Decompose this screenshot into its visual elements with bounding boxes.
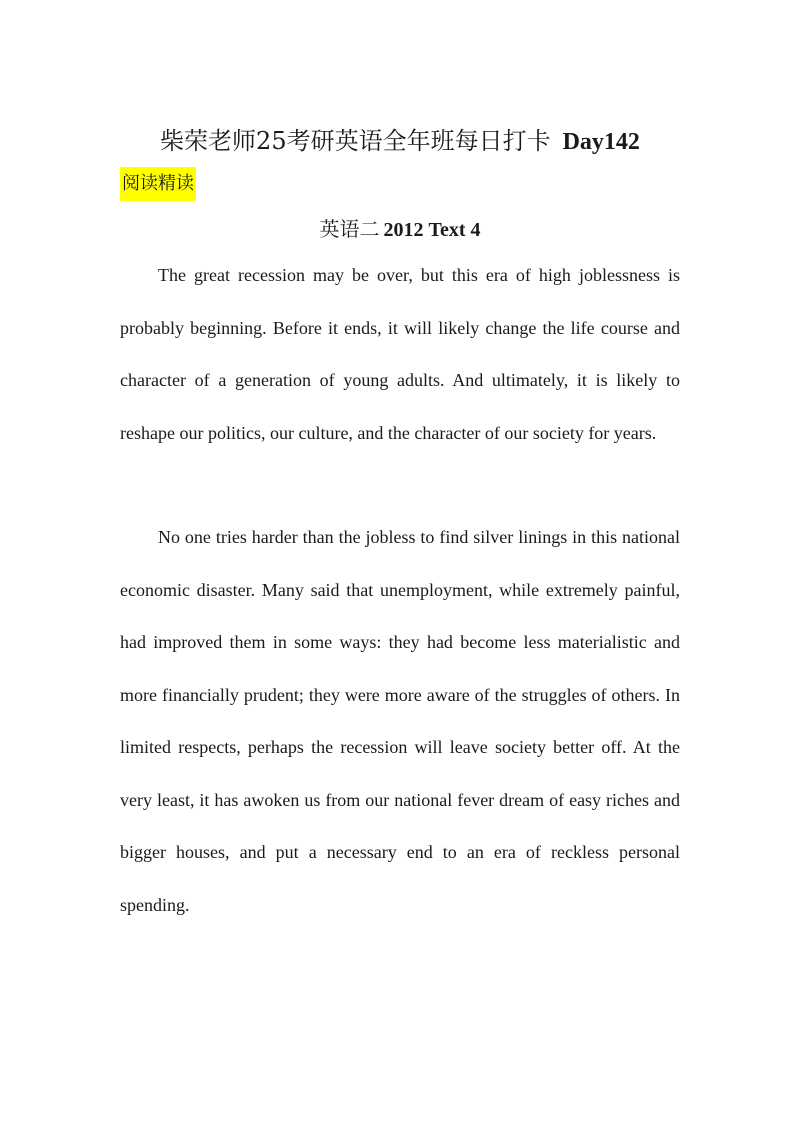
text-heading-exam: 英语二 <box>319 217 380 241</box>
text-heading <box>0 212 800 247</box>
page-title-text: 柴荣老师25考研英语全年班每日打卡 <box>160 127 551 155</box>
section-label: 阅读精读 <box>120 167 196 201</box>
passage-paragraph-2: No one tries harder than the jobless to find silver linings in this national economic disaster. Many said that unemployment, while extremely painful, had improved them in some ways: they had become less materialistic and more financially prudent; they were more aware of the struggles of others. In limited respects, perhaps the recession will leave society better off. At the very least, it has awoken us from our national fever dream of easy riches and bigger houses, and put a necessary end to an era of reckless personal spending. <box>120 527 680 915</box>
passage-paragraph-1: The great recession may be over, but this era of high joblessness is probably beginning. Before it ends, it will likely change the life course and character of a generation of young adults. And ultimately, it is likely to reshape our politics, our culture, and the character of our society for years. <box>120 265 680 443</box>
text-heading-id: 2012 Text 4 <box>383 219 481 241</box>
page-title-day: Day142 <box>562 129 640 155</box>
page-title <box>0 124 800 159</box>
